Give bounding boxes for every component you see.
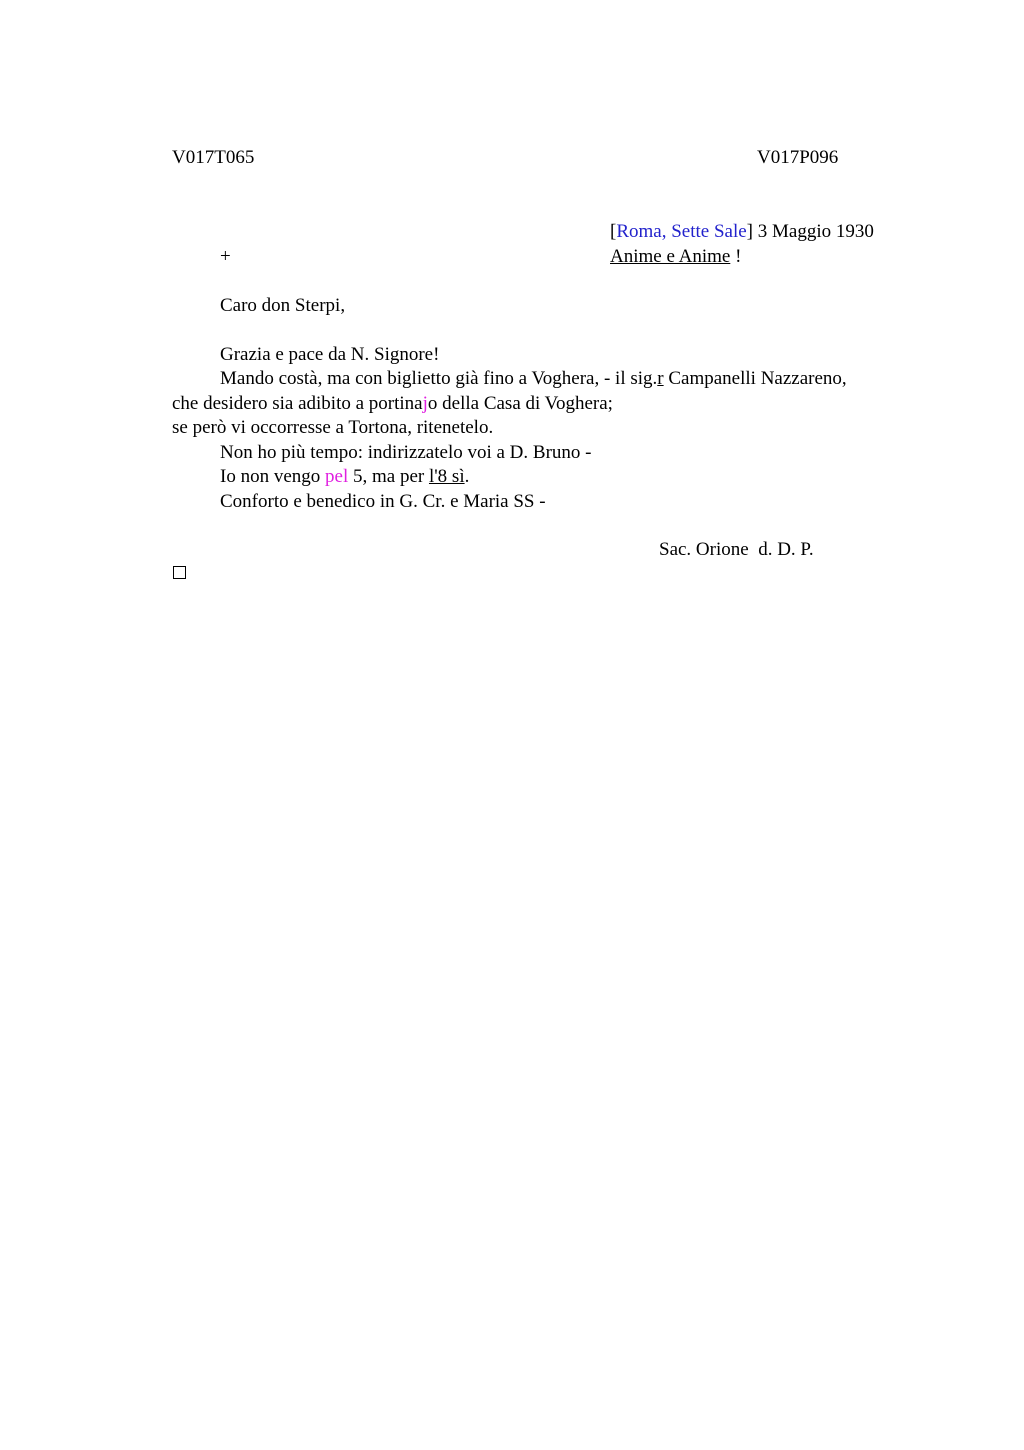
document-code-left: V017T065 — [172, 147, 255, 168]
body-line-greeting: Grazia e pace da N. Signore! — [220, 344, 440, 365]
body-line-2-text-b: Campanelli Nazzareno, — [663, 368, 847, 389]
body-line-3 — [172, 392, 613, 416]
cross-mark: + — [220, 246, 231, 267]
body-line-6 — [220, 465, 469, 489]
body-line-6-text-a: Io non vengo — [220, 466, 326, 487]
body-line-6-text-b: 5, ma per — [348, 466, 429, 487]
body-line-3-text-b: o della Casa di Voghera; — [427, 393, 613, 414]
body-line-6-underlined: l'8 sì — [428, 466, 465, 487]
body-line-2-text-a: Mando costà, ma con biglietto già fino a Voghera, - il sig. — [220, 368, 658, 389]
body-line-2 — [220, 367, 847, 391]
body-line-3-text-a: che desidero sia adibito a portina — [172, 393, 423, 414]
body-line-5: Non ho più tempo: indirizzatelo voi a D. Bruno - — [220, 442, 592, 463]
checkbox-icon — [173, 566, 186, 579]
dateline-place: Roma, Sette Sale — [616, 221, 747, 242]
signature: Sac. Orione d. D. P. — [659, 539, 814, 560]
body-line-2-superscript-r: r — [657, 368, 664, 389]
body-line-6-pel: pel — [325, 466, 349, 487]
dateline-bracket-close: ] — [746, 221, 753, 242]
salutation: Caro don Sterpi, — [220, 295, 346, 316]
body-line-3-letter-j: j — [422, 393, 428, 414]
document-code-right: V017P096 — [757, 147, 839, 168]
motto — [610, 245, 741, 269]
motto-text: Anime e Anime — [610, 246, 731, 267]
motto-suffix: ! — [730, 246, 742, 267]
dateline-bracket-open: [ — [610, 221, 617, 242]
dateline — [610, 220, 874, 244]
dateline-date: 3 Maggio 1930 — [753, 221, 874, 242]
body-line-7: Conforto e benedico in G. Cr. e Maria SS - — [220, 491, 546, 512]
body-line-6-text-c: . — [464, 466, 470, 487]
body-line-4: se però vi occorresse a Tortona, ritenetelo. — [172, 417, 494, 438]
